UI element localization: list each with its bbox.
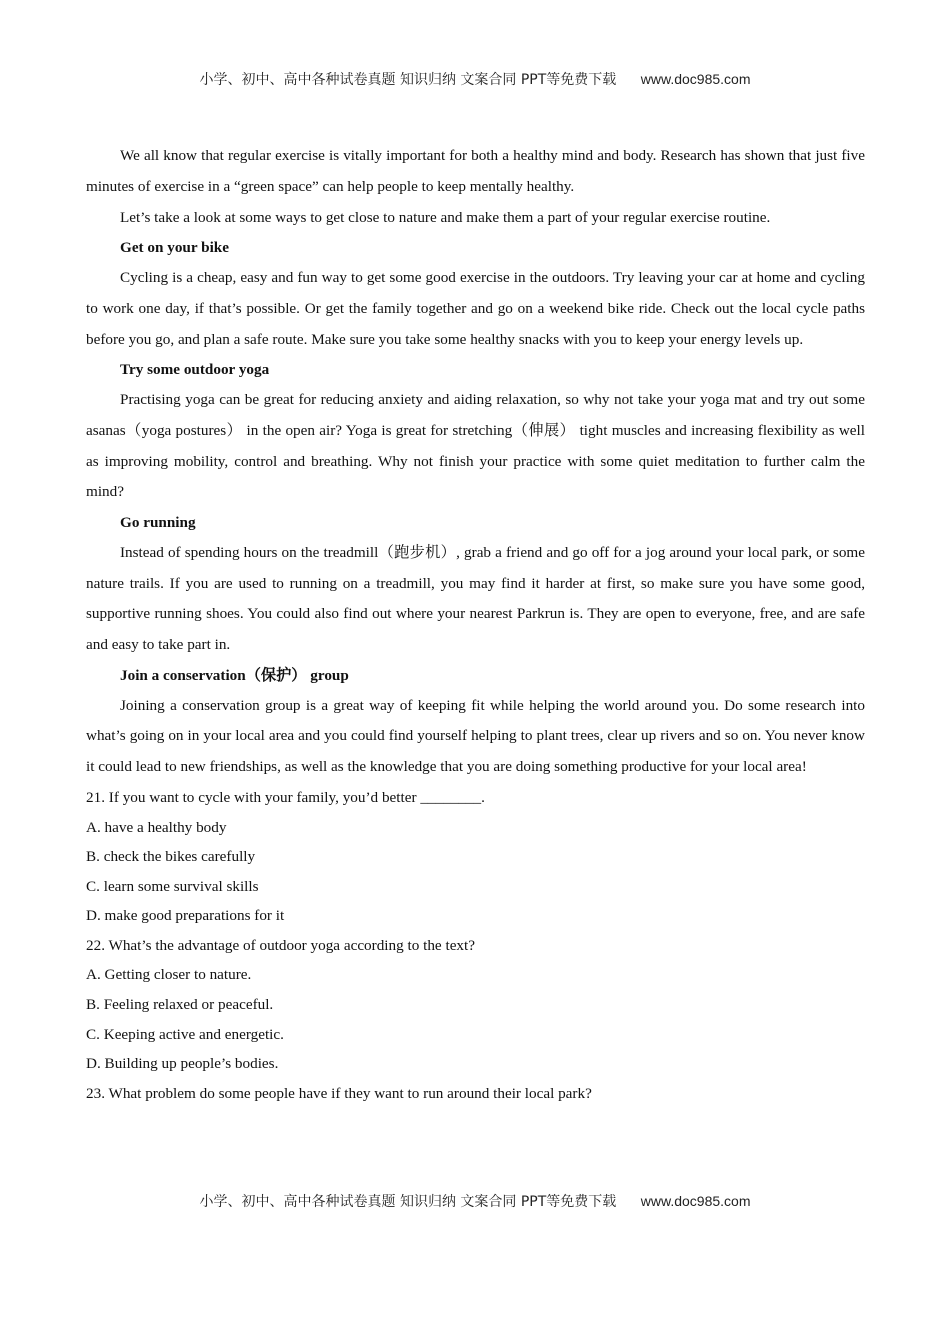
question-21-option-a: A. have a healthy body <box>86 818 227 836</box>
question-21-option-d: D. make good preparations for it <box>86 907 285 925</box>
section-body-yoga: Practising yoga can be great for reducing anxiety and aiding relaxation, so why not take your yoga mat and try out some asanas（yoga postures） in the open air? Yoga is great for stretching（伸展） tight muscles and increasing flexibility as well as improving mobility, control and breathing. Why not finish your practice with some quiet meditation to further calm the mind? <box>86 390 865 501</box>
section-body-conservation: Joining a conservation group is a great way of keeping fit while helping the world around you. Do some research into what’s going on in your local area and you could find yourself helping to plant trees, clear up rivers and so on. You never know it could lead to new friendships, as well as the knowledge that you are doing something productive for your local area! <box>86 696 865 776</box>
footer-text: 小学、初中、高中各种试卷真题 知识归纳 文案合同 PPT等免费下载 <box>199 1194 617 1210</box>
document-body <box>86 141 865 1108</box>
question-21-option-b: B. check the bikes carefully <box>86 848 256 866</box>
intro-paragraph-1: We all know that regular exercise is vitally important for both a healthy mind and body. Research has shown that just five minutes of exercise in a “green space” can help people to keep mentally healthy. <box>86 147 865 195</box>
section-body-running: Instead of spending hours on the treadmill（跑步机）, grab a friend and go off for a jog around your local park, or some nature trails. If you are used to running on a treadmill, you may find it harder at first, so make sure you have some good, supportive running shoes. You could also find out where your nearest Parkrun is. They are open to everyone, free, and are safe and easy to take part in. <box>86 543 865 654</box>
header-text: 小学、初中、高中各种试卷真题 知识归纳 文案合同 PPT等免费下载 <box>199 72 617 88</box>
page-header <box>0 69 950 89</box>
footer-site-link[interactable]: www.doc985.com <box>640 1193 751 1209</box>
section-heading-conservation: Join a conservation（保护） group <box>120 666 349 684</box>
question-22-option-b: B. Feeling relaxed or peaceful. <box>86 996 274 1014</box>
question-21-stem: 21. If you want to cycle with your family, you’d better ________. <box>86 788 485 806</box>
section-heading-running: Go running <box>120 514 196 532</box>
question-22-option-c: C. Keeping active and energetic. <box>86 1025 284 1043</box>
question-21-option-c: C. learn some survival skills <box>86 877 259 895</box>
intro-paragraph-2: Let’s take a look at some ways to get close to nature and make them a part of your regular exercise routine. <box>120 208 771 226</box>
question-23-stem: 23. What problem do some people have if they want to run around their local park? <box>86 1084 592 1102</box>
section-body-bike: Cycling is a cheap, easy and fun way to get some good exercise in the outdoors. Try leaving your car at home and cycling to work one day, if that’s possible. Or get the family together and go on a weekend bike ride. Check out the local cycle paths before you go, and plan a safe route. Make sure you take some healthy snacks with you to keep your energy levels up. <box>86 268 865 348</box>
question-22-stem: 22. What’s the advantage of outdoor yoga according to the text? <box>86 936 475 954</box>
section-heading-bike: Get on your bike <box>120 239 229 257</box>
question-22-option-a: A. Getting closer to nature. <box>86 966 252 984</box>
section-heading-yoga: Try some outdoor yoga <box>120 361 270 379</box>
question-22-option-d: D. Building up people’s bodies. <box>86 1055 279 1073</box>
page-footer <box>0 1191 950 1211</box>
header-site-link[interactable]: www.doc985.com <box>640 71 751 87</box>
